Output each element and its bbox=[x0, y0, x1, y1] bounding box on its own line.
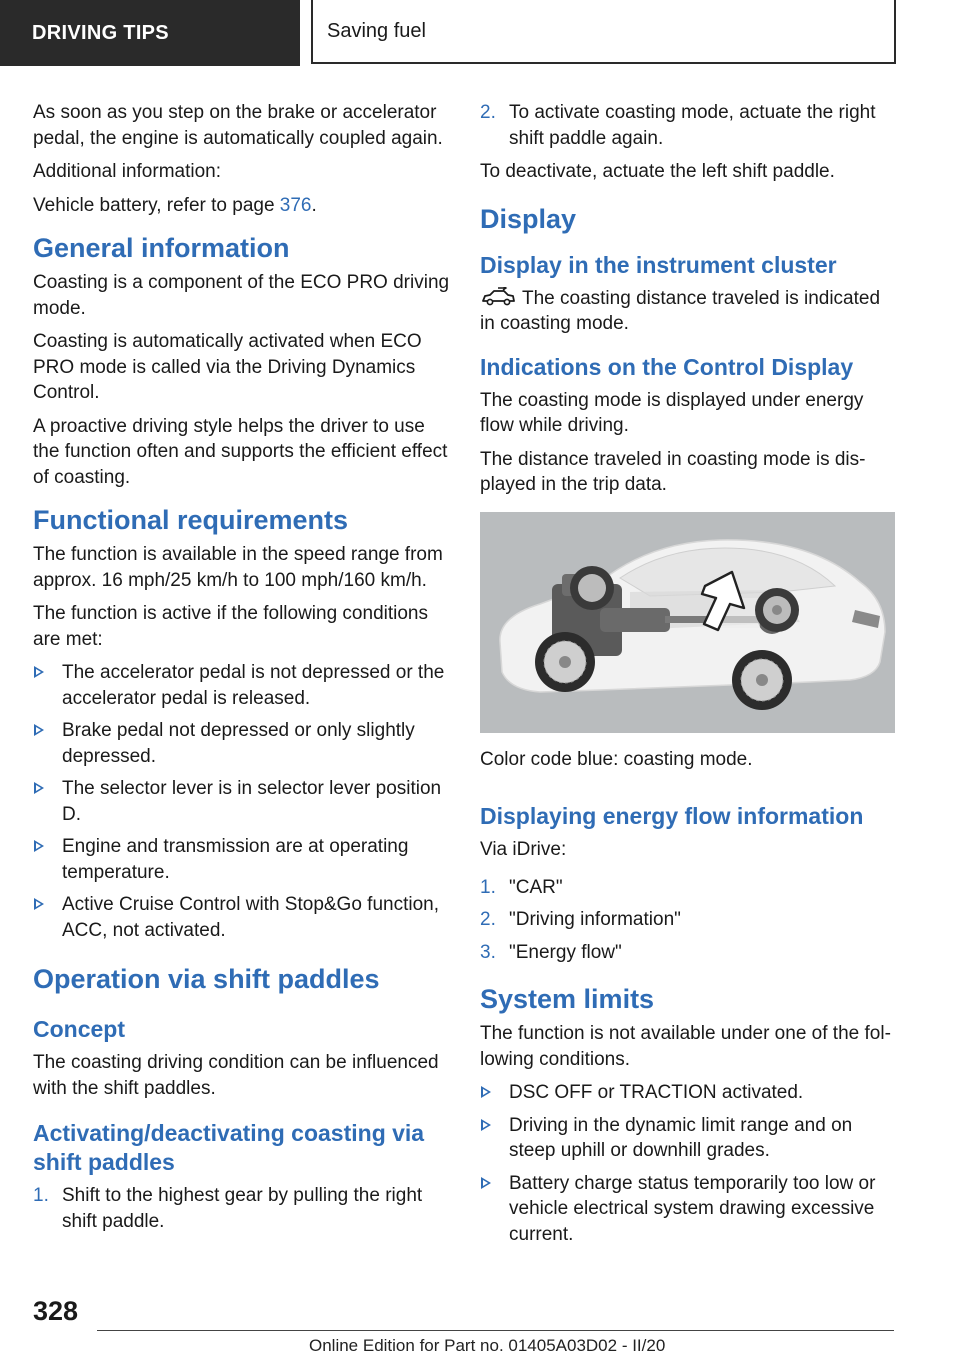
cluster-paragraph bbox=[480, 286, 898, 337]
step-text: To activate coasting mode, actuate the right shift paddle again. bbox=[509, 102, 876, 149]
bullet-triangle-icon bbox=[34, 782, 44, 794]
list-item bbox=[480, 1080, 898, 1106]
step-text: "CAR" bbox=[509, 876, 563, 898]
bullet-triangle-icon bbox=[34, 898, 44, 910]
bullet-triangle-icon bbox=[481, 1177, 491, 1189]
list-item bbox=[480, 940, 898, 966]
control-p2: The distance traveled in coasting mode is displayed in the trip data. bbox=[480, 448, 866, 495]
step-number: 1. bbox=[33, 1185, 49, 1206]
list-item bbox=[480, 875, 898, 901]
list-item bbox=[33, 660, 451, 711]
intro-paragraph: As soon as you step on the brake or accelerator pedal, the engine is automatically coupled again. bbox=[33, 102, 443, 149]
deactivate-paragraph: To deactivate, actuate the left shift paddle. bbox=[480, 161, 835, 182]
coasting-car-icon bbox=[480, 287, 516, 307]
list-item bbox=[33, 834, 451, 885]
battery-reference bbox=[33, 193, 451, 219]
left-column bbox=[33, 100, 451, 1241]
control-p1: The coasting mode is displayed under energy flow while driving. bbox=[480, 389, 864, 436]
requirements-p1: The function is available in the speed range from approx. 16 mph/25 km/h to 100 mph/160 km/h. bbox=[33, 544, 443, 591]
right-column bbox=[480, 100, 898, 1254]
concept-paragraph: The coasting driving condition can be influenced with the shift paddles. bbox=[33, 1052, 439, 1099]
paddle-steps-list-continued bbox=[480, 100, 898, 151]
list-item-text: The selector lever is in selector lever position D. bbox=[62, 778, 442, 825]
list-item-text: Active Cruise Control with Stop&Go function, ACC, not activated. bbox=[62, 894, 440, 941]
step-text: Shift to the highest gear by pulling the right shift paddle. bbox=[62, 1185, 423, 1232]
topic-title: Saving fuel bbox=[311, 0, 896, 64]
footer-divider bbox=[97, 1330, 894, 1331]
functional-requirements-heading: Functional requirements bbox=[33, 505, 349, 535]
list-item bbox=[480, 100, 898, 151]
list-item bbox=[480, 907, 898, 933]
bullet-triangle-icon bbox=[34, 840, 44, 852]
list-item bbox=[480, 1171, 898, 1248]
system-limits-heading: System limits bbox=[480, 984, 655, 1014]
list-item bbox=[33, 1183, 451, 1234]
display-heading: Display bbox=[480, 203, 577, 234]
bullet-triangle-icon bbox=[34, 666, 44, 678]
shift-paddles-heading: Operation via shift paddles bbox=[33, 964, 380, 994]
step-number: 2. bbox=[480, 102, 496, 123]
general-p3: A proactive driving style helps the driver to use the function often and supports the efficient effect of coasting. bbox=[33, 415, 448, 488]
list-item-text: Driving in the dynamic limit range and on steep uphill or downhill grades. bbox=[509, 1114, 853, 1161]
step-number: 2. bbox=[480, 909, 496, 930]
paddle-steps-list bbox=[33, 1183, 451, 1234]
instrument-cluster-heading: Display in the instrument cluster bbox=[480, 251, 837, 278]
requirements-p2: The function is active if the following conditions are met: bbox=[33, 603, 428, 650]
page-link-376[interactable]: 376 bbox=[279, 194, 312, 216]
car-drivetrain-image bbox=[480, 512, 895, 733]
list-item bbox=[33, 892, 451, 943]
general-information-heading: General information bbox=[33, 233, 290, 263]
page-number: 328 bbox=[33, 1296, 79, 1326]
energy-flow-heading: Displaying energy flow information bbox=[480, 803, 864, 829]
car-drivetrain-illustration bbox=[480, 512, 895, 733]
list-item-text: Brake pedal not depressed or only slightly depressed. bbox=[62, 720, 415, 767]
general-p1: Coasting is a component of the ECO PRO driving mode. bbox=[33, 272, 450, 319]
list-item bbox=[33, 776, 451, 827]
requirements-list bbox=[33, 660, 451, 943]
energy-flow-steps bbox=[480, 875, 898, 966]
section-tab: DRIVING TIPS bbox=[0, 0, 300, 66]
battery-reference-end: . bbox=[311, 194, 317, 216]
limits-p1: The function is not available under one of the following conditions. bbox=[480, 1023, 891, 1070]
edition-text: Online Edition for Part no. 01405A03D02 - II/20 bbox=[309, 1336, 666, 1355]
list-item bbox=[480, 1113, 898, 1164]
bullet-triangle-icon bbox=[481, 1119, 491, 1131]
step-number: 3. bbox=[480, 941, 496, 963]
concept-heading: Concept bbox=[33, 1016, 125, 1042]
step-number: 1. bbox=[480, 876, 496, 898]
general-p2: Coasting is automatically activated when ECO PRO mode is called via the Driving Dynamics Control. bbox=[33, 331, 422, 403]
bullet-triangle-icon bbox=[481, 1086, 491, 1098]
step-text: "Driving information" bbox=[509, 909, 681, 930]
limits-list bbox=[480, 1080, 898, 1247]
via-idrive-label: Via iDrive: bbox=[480, 839, 567, 860]
control-display-heading: Indications on the Control Display bbox=[480, 353, 854, 380]
list-item bbox=[33, 718, 451, 769]
list-item-text: Engine and transmission are at operating temperature. bbox=[62, 836, 409, 883]
bullet-triangle-icon bbox=[34, 724, 44, 736]
battery-reference-text: Vehicle battery, refer to page bbox=[33, 194, 280, 216]
step-text: "Energy flow" bbox=[509, 941, 622, 963]
list-item-text: DSC OFF or TRACTION activated. bbox=[509, 1082, 804, 1103]
list-item-text: Battery charge status temporarily too low or vehicle electrical system drawing excessive current. bbox=[509, 1172, 876, 1245]
activating-heading: Activating/deactivating coasting via shift paddles bbox=[33, 1120, 425, 1175]
figure-caption: Color code blue: coasting mode. bbox=[480, 748, 753, 770]
cluster-paragraph-text: The coasting distance traveled is indicated in coasting mode. bbox=[480, 287, 881, 334]
additional-info-label: Additional information: bbox=[33, 161, 221, 182]
list-item-text: The accelerator pedal is not depressed or the accelerator pedal is released. bbox=[62, 662, 445, 709]
